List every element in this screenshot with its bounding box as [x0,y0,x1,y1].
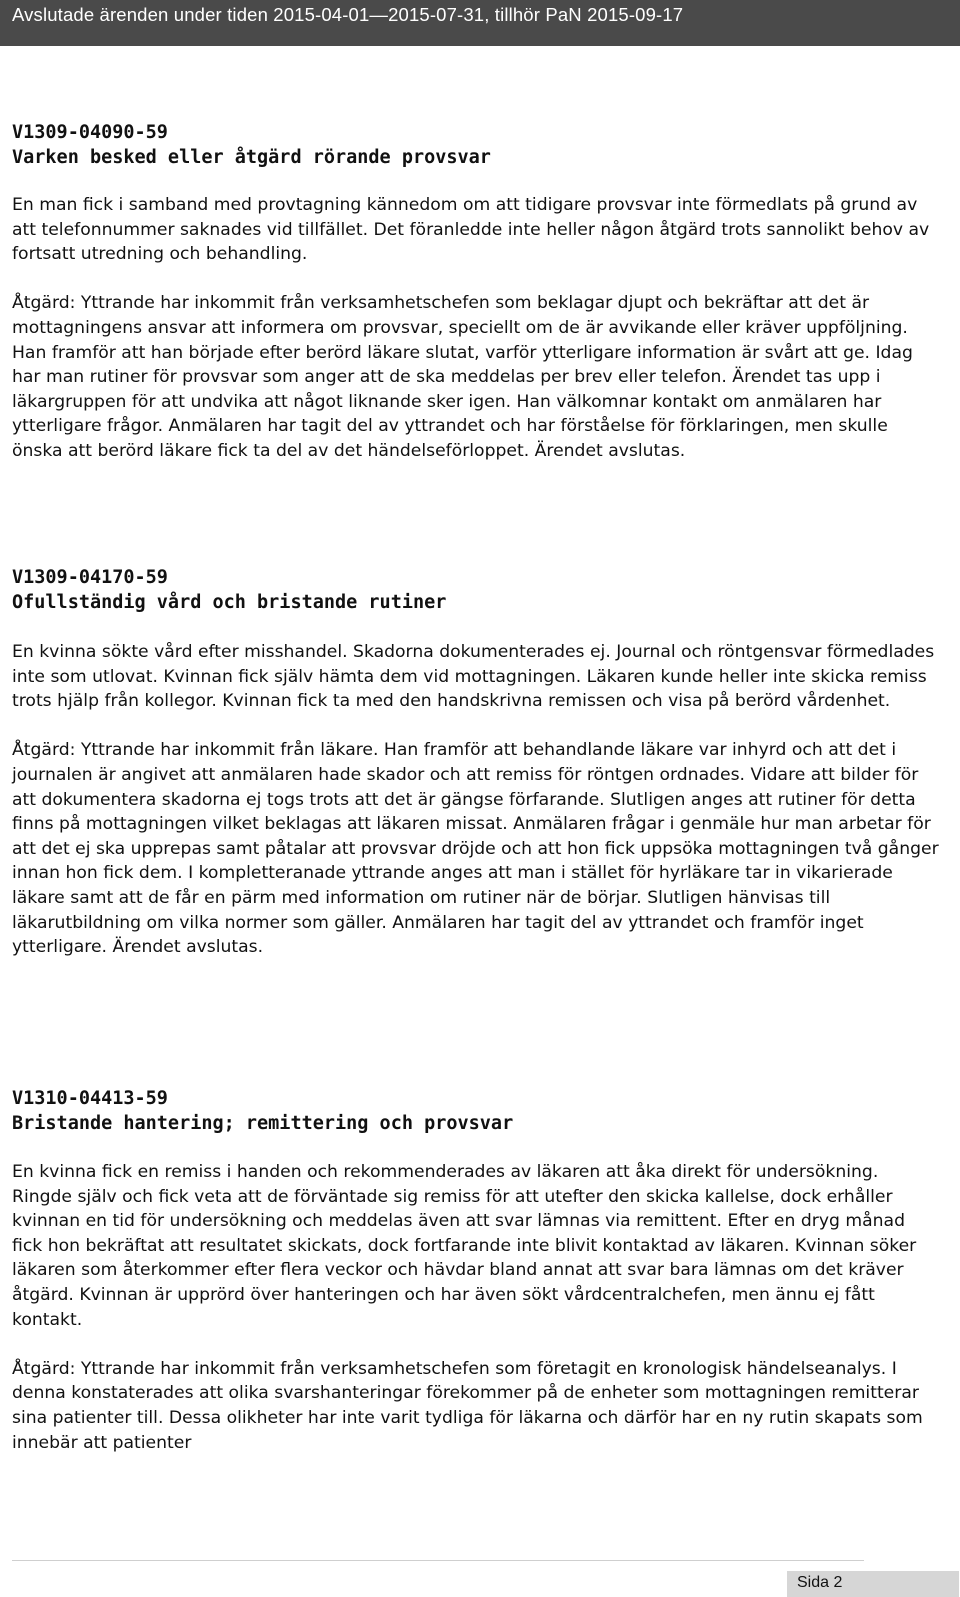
case-id: V1309-04090-59 [12,122,168,143]
case-action: Åtgärd: Yttrande har inkommit från läkare. Han framför att behandlande läkare var inhyrd och att det i journalen är angivet att anmälaren hade skador och att remiss för röntgen ordnades. Vidare att bilder för att dokumentera skadorna ej togs trots att det är gängse förfarande. Slutligen anges att rutiner för detta finns på mottagningen vilket beklagas att läkaren missat. Anmälaren frågar i genmäle hur man arbetar för att det ej ska upprepas samt påtalar att provsvar dröjde och att hon fick uppsöka mottagningen två gånger innan hon fick dem. I kompletteranade yttrande anges att man i stället för hyrläkare tar in vikarierade läkare samt att de får en pärm med information om rutiner när de börjar. Slutligen hänvisas till läkarutbildning om vilka normer som gäller. Anmälaren har tagit del av yttrandet och framför inget ytterligare. Ärendet avslutas. [12,740,939,958]
case-description: En man fick i samband med provtagning kännedom om att tidigare provsvar inte förmedlats på grund av att telefonnummer saknades vid tillfället. Det föranledde inte heller någon åtgärd trots sannolikt behov av fortsatt utredning och behandling. [12,195,930,265]
page-header [0,0,960,46]
case-title: Varken besked eller åtgärd rörande provsvar [12,147,491,168]
case-id: V1310-04413-59 [12,1088,168,1109]
header-title: Avslutade ärenden under tiden 2015-04-01—2015-07-31, tillhör PaN 2015-09-17 [12,4,684,25]
case-description: En kvinna sökte vård efter misshandel. Skadorna dokumenterades ej. Journal och röntgensvar förmedlades inte som utlovat. Kvinnan fick själv hämta dem vid mottagningen. Läkaren kunde heller inte skicka remiss trots hjälp från kollegor. Kvinnan fick ta med den handskrivna remissen och visa på berörd vårdenhet. [12,642,935,712]
case-title: Ofullständig vård och bristande rutiner [12,592,447,613]
page-number: Sida 2 [797,1574,843,1591]
case-title: Bristande hantering; remittering och provsvar [12,1113,514,1134]
footer-divider [12,1560,864,1561]
case-entry [12,120,940,464]
case-entry [12,1086,940,1455]
case-action: Åtgärd: Yttrande har inkommit från verksamhetschefen som företagit en kronologisk händelseanalys. I denna konstaterades att olika svarshanteringar förekommer på de enheter som mottagningen remitterar sina patienter till. Dessa olikheter har inte varit tydliga för läkarna och därför har en ny rutin skapats som innebär att patienter [12,1358,923,1453]
case-description: En kvinna fick en remiss i handen och rekommenderades av läkaren att åka direkt för undersökning. Ringde själv och fick veta att de förväntade sig remiss för att utefter den skicka kallelse, dock erhåller kvinnan en tid för undersökning och meddelas även att svar lämnas via remittent. Efter en dryg månad fick hon bekräftat att resultatet skickats, dock fortfarande inte blivit kontaktad av läkaren. Kvinnan söker läkaren som återkommer efter flera veckor och hävdar bland annat att svar bara lämnas om det kräver åtgärd. Kvinnan är upprörd över hanteringen och har även sökt vårdcentralchefen, men ännu ej fått kontakt. [12,1162,917,1330]
case-id: V1309-04170-59 [12,567,168,588]
case-action: Åtgärd: Yttrande har inkommit från verksamhetschefen som beklagar djupt och bekräftar att det är mottagningens ansvar att informera om provsvar, speciellt om de är avvikande eller kräver uppföljning. Han framför att han började efter berörd läkare slutat, varför ytterligare information är svårt att ge. Idag har man rutiner för provsvar som anger att de ska meddelas per brev eller telefon. Ärendet tas upp i läkargruppen för att undvika att något liknande sker igen. Han välkomnar kontakt om anmälaren har ytterligare frågor. Anmälaren har tagit del av yttrandet och har förståelse för förklaringen, men skulle önska att berörd läkare fick ta del av det händelseförloppet. Ärendet avslutas. [12,293,913,461]
case-entry [12,565,940,960]
